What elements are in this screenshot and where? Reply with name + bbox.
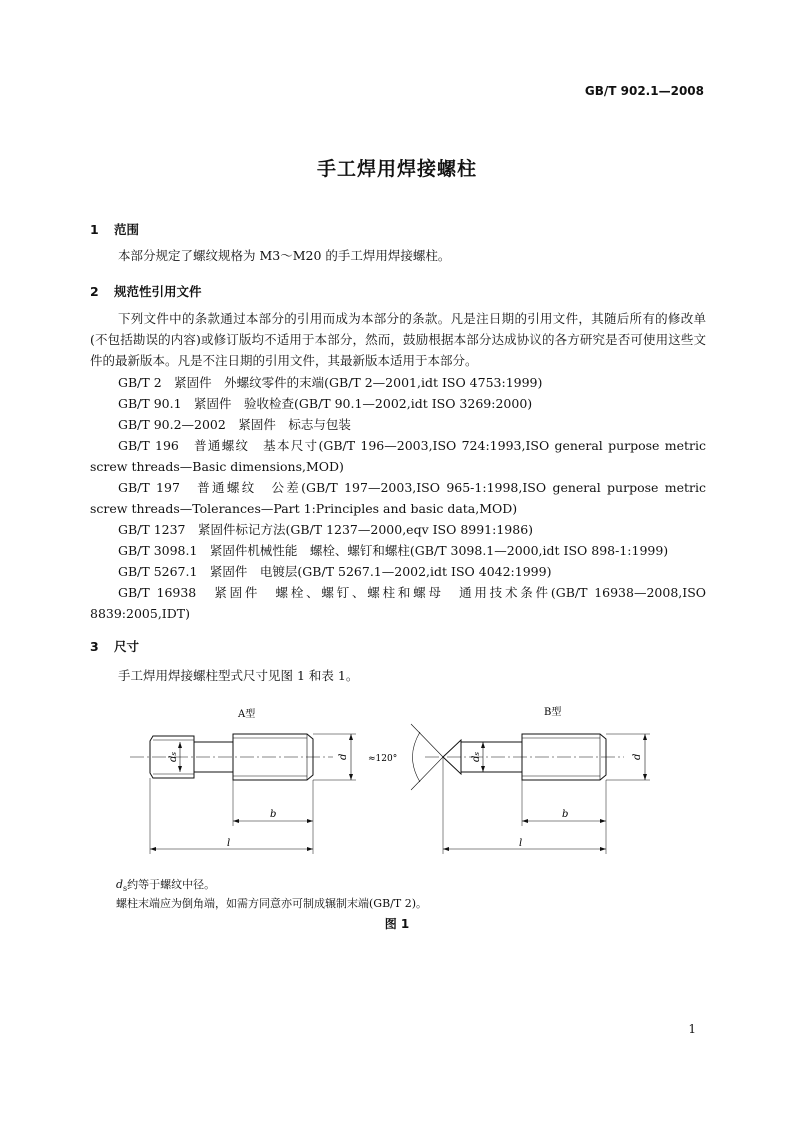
dim-d-label-a: d bbox=[338, 753, 349, 760]
figure-1-drawing bbox=[0, 690, 794, 870]
standard-code: GB/T 902.1—2008 bbox=[584, 84, 704, 98]
note-var: d bbox=[116, 878, 124, 891]
type-b-label: B型 bbox=[544, 707, 562, 718]
section-1-body: 本部分规定了螺纹规格为 M3～M20 的手工焊用焊接螺柱。 bbox=[118, 248, 451, 263]
reference-item: GB/T 2 紧固件 外螺纹零件的末端(GB/T 2—2001,idt ISO 4753:1999) bbox=[118, 375, 543, 390]
dim-b-label-a: b bbox=[270, 809, 277, 820]
page-number: 1 bbox=[688, 1022, 696, 1036]
dim-b-label-b: b bbox=[562, 809, 569, 820]
page-title: 手工焊用焊接螺柱 bbox=[316, 158, 477, 180]
section-title: 规范性引用文件 bbox=[114, 284, 202, 299]
section-2-body: 下列文件中的条款通过本部分的引用而成为本部分的条款。凡是注日期的引用文件，其随后所有的修改单(不包括勘误的内容)或修订版均不适用于本部分，然而，鼓励根据本部分达成协议的各方研究是否可使用这些文件的最新版本。凡是不注日期的引用文件，其最新版本适用于本部分。 bbox=[90, 311, 706, 368]
reference-item: GB/T 90.1 紧固件 验收检查(GB/T 90.1—2002,idt ISO 3269:2000) bbox=[118, 396, 533, 411]
section-number: 1 bbox=[90, 222, 99, 237]
ds-var: d bbox=[471, 755, 482, 762]
section-3-body: 手工焊用焊接螺柱型式尺寸见图 1 和表 1。 bbox=[118, 668, 359, 683]
reference-item: GB/T 5267.1 紧固件 电镀层(GB/T 5267.1—2002,idt ISO 4042:1999) bbox=[118, 564, 552, 579]
reference-item: GB/T 1237 紧固件标记方法(GB/T 1237—2000,eqv ISO 8991:1986) bbox=[118, 522, 534, 537]
dim-ds-label-b bbox=[471, 752, 482, 762]
section-number: 3 bbox=[90, 639, 99, 654]
type-a-label: A型 bbox=[238, 709, 256, 720]
ds-sub: s bbox=[170, 752, 178, 756]
section-title: 范围 bbox=[114, 222, 140, 237]
figure-note-2: 螺柱末端应为倒角端，如需方同意亦可制成辗制末端(GB/T 2)。 bbox=[116, 897, 427, 910]
reference-item: GB/T 196 普通螺纹 基本尺寸(GB/T 196—2003,ISO 724:1993,ISO general purpose metric screw threads—Basic dimensions,MOD) bbox=[90, 438, 706, 474]
reference-item: GB/T 3098.1 紧固件机械性能 螺栓、螺钉和螺柱(GB/T 3098.1—2000,idt ISO 898-1:1999) bbox=[118, 543, 669, 558]
ds-sub: s bbox=[473, 752, 481, 756]
section-1-heading bbox=[90, 220, 139, 238]
reference-item: GB/T 16938 紧固件 螺栓、螺钉、螺柱和螺母 通用技术条件(GB/T 16938—2008,ISO 8839:2005,IDT) bbox=[90, 585, 706, 621]
figure-note-1 bbox=[116, 876, 215, 893]
reference-item: GB/T 90.2—2002 紧固件 标志与包装 bbox=[118, 417, 351, 432]
section-number: 2 bbox=[90, 284, 99, 299]
reference-item: GB/T 197 普通螺纹 公差(GB/T 197—2003,ISO 965-1:1998,ISO general purpose metric screw threads—Tolerances—Part 1:Principles and basic data,MOD) bbox=[90, 480, 706, 516]
section-title: 尺寸 bbox=[114, 639, 140, 654]
angle-label: ≈120° bbox=[368, 754, 398, 764]
figure-caption: 图 1 bbox=[384, 917, 410, 931]
section-2-heading bbox=[90, 282, 202, 300]
note-text: 约等于螺纹中径。 bbox=[127, 878, 216, 891]
section-3-heading bbox=[90, 637, 139, 655]
note-sub: s bbox=[123, 884, 128, 894]
dim-l-label-a: l bbox=[227, 838, 231, 849]
dim-l-label-b: l bbox=[519, 838, 523, 849]
dim-ds-label-a bbox=[168, 752, 179, 762]
dim-d-label-b: d bbox=[632, 753, 643, 760]
ds-var: d bbox=[168, 755, 179, 762]
